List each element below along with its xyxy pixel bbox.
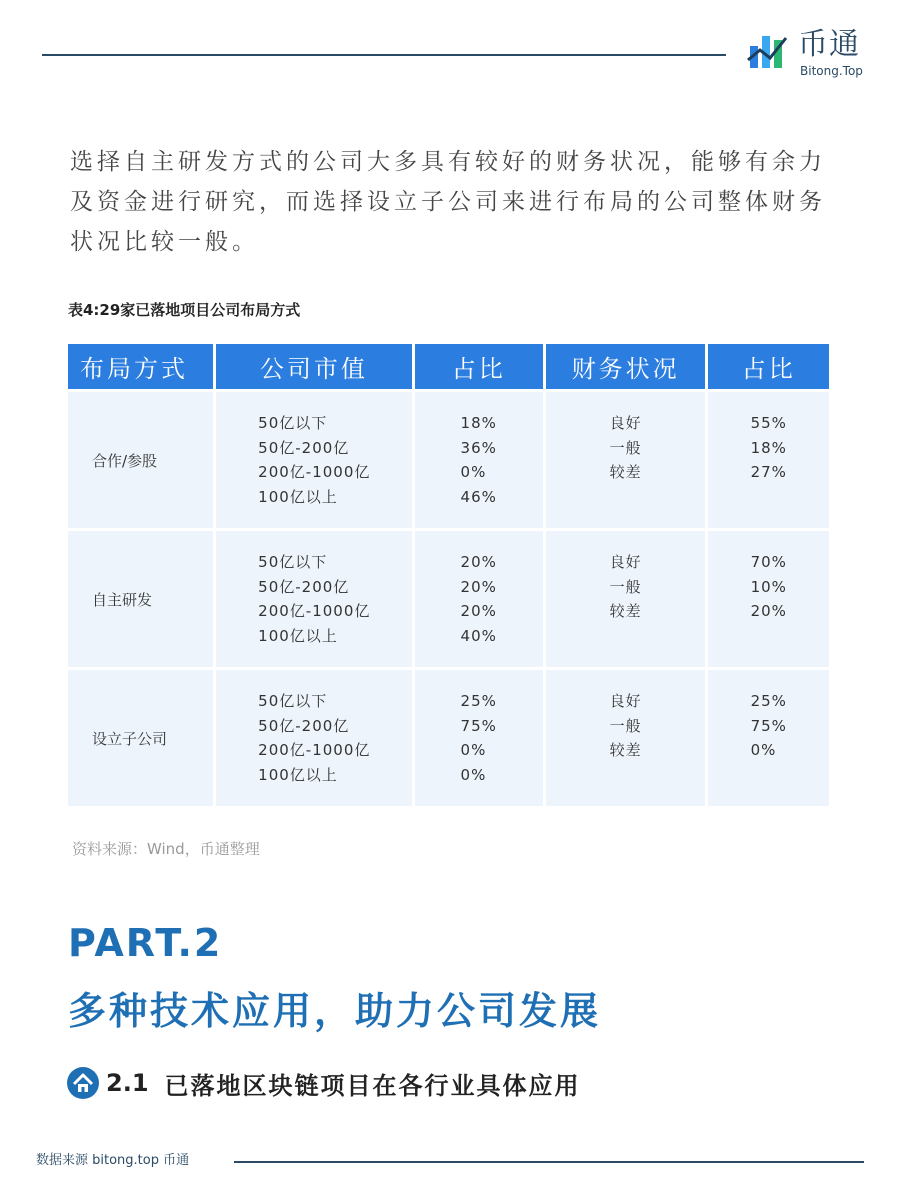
cap-item: 50亿以下 <box>258 553 328 571</box>
ratio-value: 75% <box>460 716 497 735</box>
ratio-value: 75% <box>750 716 787 735</box>
cap-item: 200亿-1000亿 <box>258 741 371 759</box>
cap-item: 200亿-1000亿 <box>258 463 371 481</box>
table-row <box>68 392 829 528</box>
table-row <box>68 670 829 806</box>
section-number: 2.1 <box>106 1069 149 1097</box>
cap-ratio-cell <box>415 670 543 806</box>
footer-source: 数据来源 bitong.top 币通 <box>36 1153 190 1168</box>
table-row <box>68 531 829 667</box>
market-cap-cell <box>216 392 411 528</box>
cap-item: 100亿以上 <box>258 626 338 645</box>
part-title: 多种技术应用，助力公司发展 <box>68 989 602 1033</box>
finance-item: 一般 <box>609 716 642 735</box>
ratio-value: 0% <box>460 463 487 481</box>
market-cap-cell <box>216 531 411 667</box>
cap-item: 50亿-200亿 <box>258 438 350 457</box>
ratio-value: 55% <box>750 414 787 432</box>
cap-item: 50亿-200亿 <box>258 577 350 596</box>
cap-item: 50亿以下 <box>258 414 328 432</box>
ratio-value: 0% <box>460 765 487 784</box>
finance-cell <box>546 531 706 667</box>
finance-cell <box>546 392 706 528</box>
table-caption: 表4:29家已落地项目公司布局方式 <box>68 301 301 319</box>
ratio-value: 0% <box>460 741 487 759</box>
cap-item: 50亿以下 <box>258 692 328 710</box>
header-market-cap: 公司市值 <box>216 344 411 389</box>
ratio-value: 10% <box>750 577 787 596</box>
finance-item: 较差 <box>609 602 642 620</box>
ratio-value: 18% <box>750 438 787 457</box>
header-finance: 财务状况 <box>546 344 706 389</box>
finance-item: 一般 <box>609 577 642 596</box>
finance-item: 较差 <box>609 741 642 759</box>
ratio-value: 20% <box>460 553 497 571</box>
ratio-value: 27% <box>750 463 787 481</box>
bitong-logo[interactable] <box>746 26 876 82</box>
layout-table <box>65 341 832 809</box>
finance-cell <box>546 670 706 806</box>
header-layout-method: 布局方式 <box>68 344 213 389</box>
logo-name: 币通 <box>798 27 860 62</box>
section-heading <box>66 1063 581 1103</box>
header-finance-ratio: 占比 <box>708 344 829 389</box>
ratio-value: 18% <box>460 414 497 432</box>
ratio-value: 0% <box>750 741 777 759</box>
row-category: 设立子公司 <box>68 670 213 806</box>
row-category: 合作/参股 <box>68 392 213 528</box>
section-title: 已落地区块链项目在各行业具体应用 <box>164 1071 581 1100</box>
ratio-value: 40% <box>460 626 497 645</box>
top-divider <box>42 54 726 56</box>
cap-item: 50亿-200亿 <box>258 716 350 735</box>
home-icon <box>66 1066 100 1100</box>
logo-domain: Bitong.Top <box>800 64 863 78</box>
finance-item: 良好 <box>609 692 642 710</box>
ratio-value: 20% <box>460 602 497 620</box>
intro-paragraph: 选择自主研发方式的公司大多具有较好的财务状况，能够有余力及资金进行研究，而选择设立子公司来进行布局的公司整体财务状况比较一般。 <box>70 149 826 255</box>
finance-ratio-cell <box>708 392 829 528</box>
footer-divider <box>234 1161 864 1163</box>
ratio-value: 46% <box>460 487 497 506</box>
ratio-value: 25% <box>460 692 497 710</box>
finance-item: 较差 <box>609 463 642 481</box>
cap-item: 100亿以上 <box>258 487 338 506</box>
table-header-row <box>68 344 829 389</box>
header-cap-ratio: 占比 <box>415 344 543 389</box>
finance-item: 良好 <box>609 414 642 432</box>
market-cap-cell <box>216 670 411 806</box>
row-category: 自主研发 <box>68 531 213 667</box>
cap-ratio-cell <box>415 531 543 667</box>
table-source-note: 资料来源：Wind，币通整理 <box>72 840 260 858</box>
cap-ratio-cell <box>415 392 543 528</box>
finance-item: 良好 <box>609 553 642 571</box>
bitong-logo-icon <box>746 30 792 76</box>
part-label: PART.2 <box>68 921 223 965</box>
finance-ratio-cell <box>708 531 829 667</box>
ratio-value: 20% <box>460 577 497 596</box>
ratio-value: 20% <box>750 602 787 620</box>
finance-ratio-cell <box>708 670 829 806</box>
ratio-value: 36% <box>460 438 497 457</box>
ratio-value: 25% <box>750 692 787 710</box>
ratio-value: 70% <box>750 553 787 571</box>
cap-item: 100亿以上 <box>258 765 338 784</box>
finance-item: 一般 <box>609 438 642 457</box>
cap-item: 200亿-1000亿 <box>258 602 371 620</box>
